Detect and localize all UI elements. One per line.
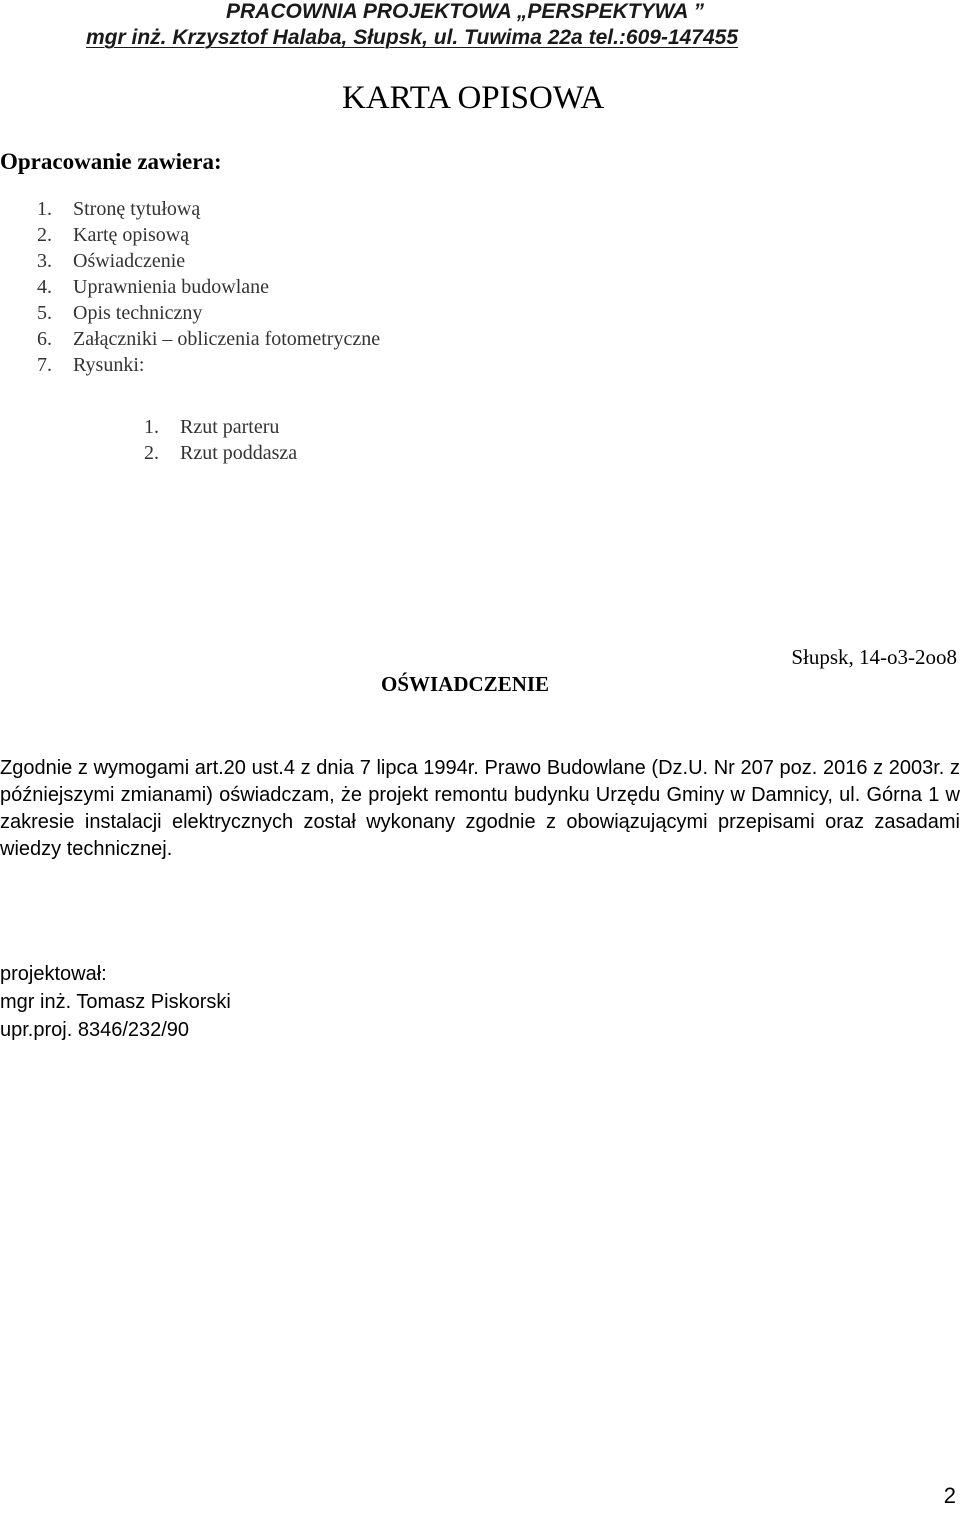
place-date: Słupsk, 14-o3-2oo8	[791, 645, 957, 669]
list-item: 1. Stronę tytułową	[37, 198, 201, 220]
list-item: 6. Załączniki – obliczenia fotometryczne	[37, 328, 381, 350]
company-address	[86, 27, 766, 48]
page-title: KARTA OPISOWA	[342, 80, 605, 116]
list-item: 1. Rzut parteru	[144, 416, 280, 438]
list-item: 4. Uprawnienia budowlane	[37, 276, 270, 298]
list-item: 2. Rzut poddasza	[144, 442, 298, 464]
list-item: 7. Rysunki:	[37, 354, 145, 376]
signature-license: upr.proj. 8346/232/90	[0, 1019, 190, 1041]
signature-block	[0, 960, 231, 1044]
signature-label: projektował:	[0, 963, 107, 985]
drawings-list	[144, 414, 297, 466]
list-item: 3. Oświadczenie	[37, 250, 186, 272]
list-item: 5. Opis techniczny	[37, 302, 203, 324]
declaration-text: Zgodnie z wymogami art.20 ust.4 z dnia 7 lipca 1994r. Prawo Budowlane (Dz.U. Nr 207 poz. 2016 z 2003r. z późniejszymi zmianami) oświadczam, że projekt remontu budynku Urzędu Gminy w Damnicy, ul. Górna 1 w zakresie instalacji elektrycznych został wykonany zgodnie z obowiązującymi przepisami oraz zasadami wiedzy technicznej.	[0, 757, 960, 860]
signature-name: mgr inż. Tomasz Piskorski	[0, 991, 231, 1013]
company-address-text: mgr inż. Krzysztof Halaba, Słupsk, ul. Tuwima 22a tel.:609-147455	[86, 26, 739, 49]
list-item: 2. Kartę opisową	[37, 224, 190, 246]
contents-heading: Opracowanie zawiera:	[0, 149, 222, 174]
declaration-heading: OŚWIADCZENIE	[381, 672, 550, 696]
contents-list	[37, 196, 380, 378]
company-name: PRACOWNIA PROJEKTOWA „PERSPEKTYWA ”	[226, 0, 704, 23]
page-number: 2	[943, 1483, 956, 1508]
